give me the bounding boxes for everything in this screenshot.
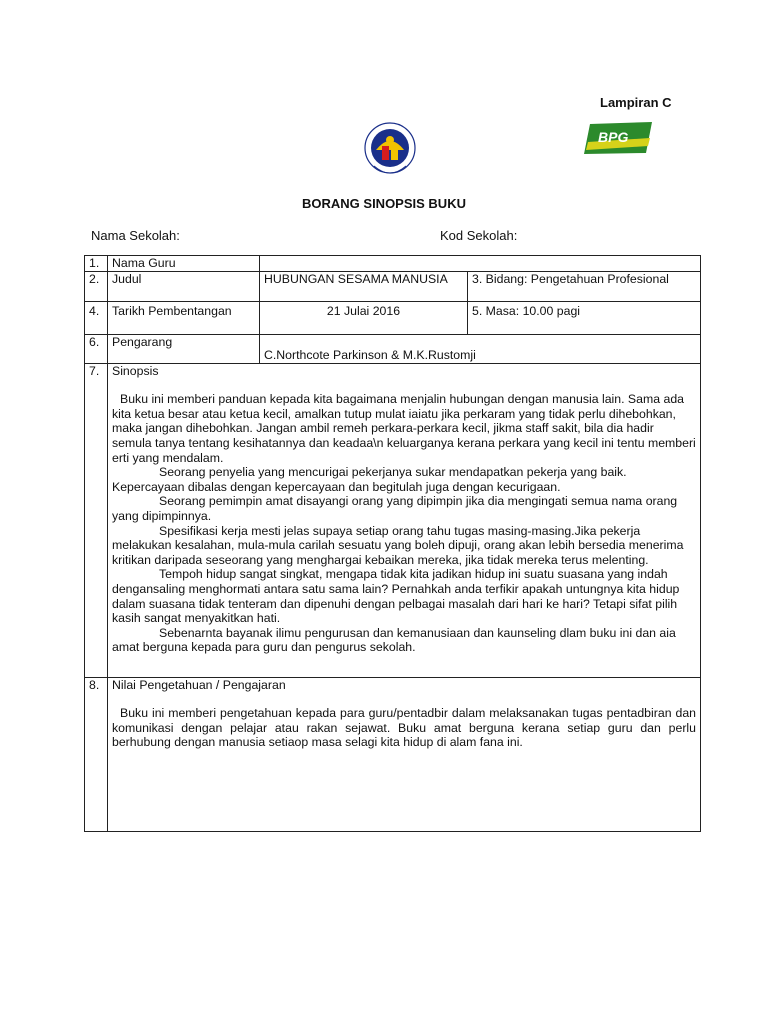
masa-value[interactable]: 5. Masa: 10.00 pagi bbox=[468, 301, 701, 334]
row-number: 2. bbox=[85, 271, 108, 301]
kpm-crest-logo bbox=[356, 120, 424, 182]
sinopsis-cell[interactable] bbox=[108, 363, 701, 677]
row-number: 1. bbox=[85, 256, 108, 272]
row-label: Tarikh Pembentangan bbox=[108, 301, 260, 334]
row-nilai bbox=[85, 677, 701, 831]
sinopsis-paragraph: Seorang pemimpin amat disayangi orang yang dipimpin jika dia mengingati semua nama orang yang dipimpinnya. bbox=[112, 494, 678, 523]
bpg-logo bbox=[584, 120, 654, 156]
nama-sekolah-label: Nama Sekolah: bbox=[91, 228, 180, 243]
nama-guru-value[interactable] bbox=[260, 256, 701, 272]
row-label: Nama Guru bbox=[108, 256, 260, 272]
sinopsis-paragraph: Tempoh hidup sangat singkat, mengapa tidak kita jadikan hidup ini suatu suasana yang indah dengansaling menghormati antara satu sama lain? Pernahkah anda terfikir apakah untungnya kita hidup dalam suasana tidak tenteram dan dipenuhi dengan pelbagai masalah dari hari ke hari? Tetapi sifat pilih kasih sangat menyakitkan hati. bbox=[112, 567, 680, 626]
pengarang-value[interactable]: C.Northcote Parkinson & M.K.Rustomji bbox=[260, 334, 701, 363]
row-number: 7. bbox=[85, 363, 108, 677]
row-judul bbox=[85, 271, 701, 301]
sinopsis-paragraph: Seorang penyelia yang mencurigai pekerjanya sukar mendapatkan pekerja yang baik. Kepercayaan dibalas dengan kepercayaan dan begitulah juga dengan kecurigaan. bbox=[112, 465, 627, 494]
row-sinopsis bbox=[85, 363, 701, 677]
sinopsis-paragraph: Spesifikasi kerja mesti jelas supaya setiap orang tahu tugas masing-masing.Jika pekerja melakukan kesalahan, mula-mula carilah sesuatu yang boleh dipuji, orang akan lebih bersedia menerima kritikan daripada seseorang yang menghargai kebaikan mereka, jika tidak mereka terus melenting. bbox=[112, 523, 684, 567]
nilai-paragraph: Buku ini memberi pengetahuan kepada para guru/pentadbir dalam melaksanakan tugas pentadbiran dan komunikasi dengan pelajar atau rakan sejawat. Buku amat berguna kerana setiap guru dan perlu berhubung dengan manusia setiaop masa selagi kita hidup di alam fana ini. bbox=[112, 706, 696, 750]
bidang-value[interactable]: 3. Bidang: Pengetahuan Profesional bbox=[468, 271, 701, 301]
row-label: Pengarang bbox=[108, 334, 260, 363]
row-label: Sinopsis bbox=[112, 363, 159, 378]
row-label: Judul bbox=[108, 271, 260, 301]
row-label: Nilai Pengetahuan / Pengajaran bbox=[112, 677, 286, 692]
row-tarikh bbox=[85, 301, 701, 334]
row-number: 4. bbox=[85, 301, 108, 334]
row-nama-guru bbox=[85, 256, 701, 272]
row-number: 6. bbox=[85, 334, 108, 363]
synopsis-form-table bbox=[84, 255, 701, 832]
nilai-cell[interactable] bbox=[108, 677, 701, 831]
lampiran-label: Lampiran C bbox=[600, 95, 672, 110]
judul-value[interactable]: HUBUNGAN SESAMA MANUSIA bbox=[260, 271, 468, 301]
bpg-logo-text: BPG bbox=[598, 129, 629, 145]
tarikh-value[interactable]: 21 Julai 2016 bbox=[260, 301, 468, 334]
form-title: BORANG SINOPSIS BUKU bbox=[302, 196, 466, 211]
kod-sekolah-label: Kod Sekolah: bbox=[440, 228, 518, 243]
row-number: 8. bbox=[85, 677, 108, 831]
row-pengarang bbox=[85, 334, 701, 363]
sinopsis-paragraph: Buku ini memberi panduan kepada kita bagaimana menjalin hubungan dengan manusia lain. Sama ada kita ketua besar atau ketua kecil, amalkan tutup mulat iaiatu jika perkaram yang tidak perlu dihebohkan, maka jangan dihebohkan. Jangan ambil remeh perkara-perkara kecil, jikma staff sakit, bila dia hadir semula tanya tentang kesihatannya dan keadaa\n keluarganya kerana perkara yang kecil ini tentu memberi erti yang mendalam. bbox=[112, 392, 696, 465]
sinopsis-paragraph: Sebenarnta bayanak ilimu pengurusan dan kemanusiaan dan kaunseling dlam buku ini dan aia amat berguna kepada para guru dan pengurus sekolah. bbox=[112, 625, 676, 655]
